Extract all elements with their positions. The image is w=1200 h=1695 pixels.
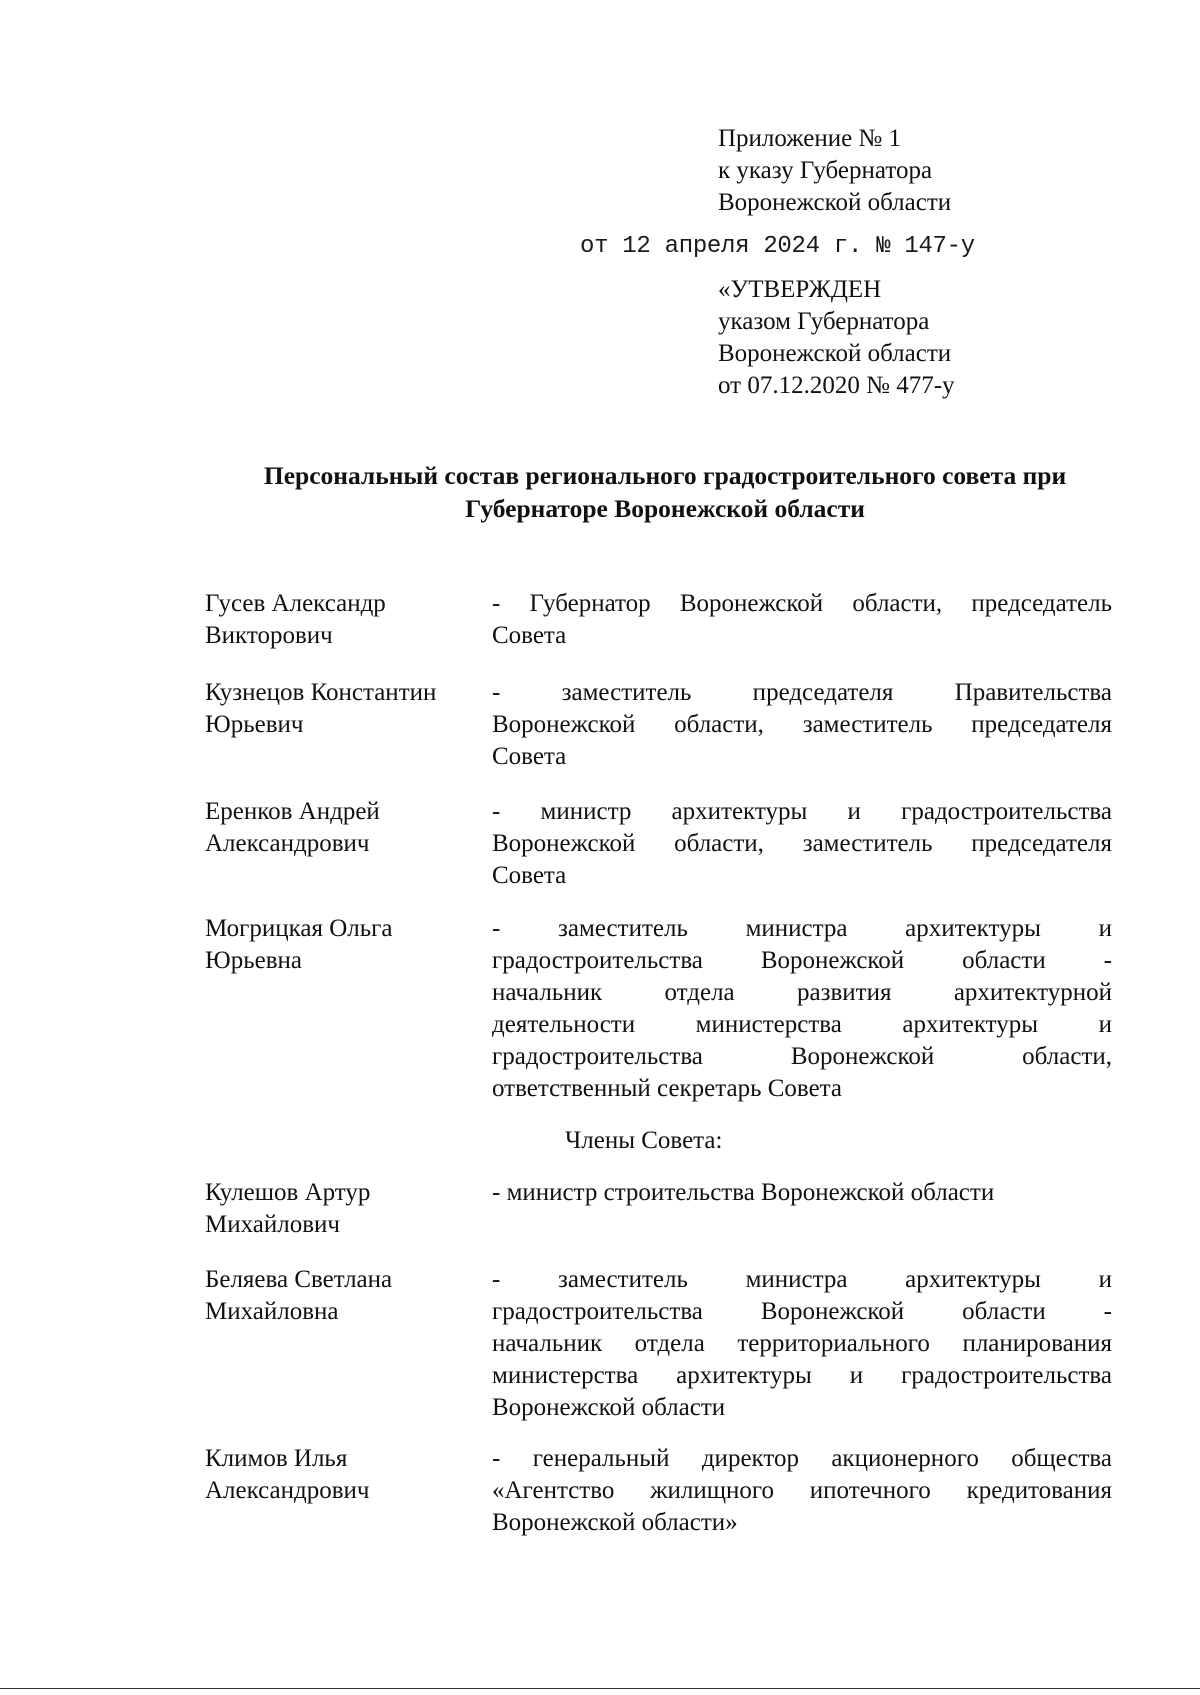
member-name-line: Могрицкая Ольга: [205, 915, 393, 942]
member-name-line: Еренков Андрей: [205, 798, 380, 825]
member-role-line: Воронежской области, заместитель председателя: [492, 711, 1112, 738]
member-name-line: Юрьевич: [205, 711, 304, 738]
member-name: [205, 796, 485, 860]
member-role: [492, 1177, 1112, 1209]
member-role-line: Совета: [492, 743, 567, 770]
member-role: [492, 677, 1112, 773]
appendix-line-2: к указу Губернатора: [718, 157, 933, 184]
registration-stamp: от 12 апреля 2024 г. № 147-у: [580, 233, 975, 260]
appendix-header: [718, 123, 1118, 219]
member-name-line: Александрович: [205, 1477, 370, 1504]
title-line-1: Персональный состав регионального градостроительного совета при: [263, 461, 1067, 490]
member-name-line: Юрьевна: [205, 947, 302, 974]
member-role: [492, 796, 1112, 892]
member-name-line: Михайлович: [205, 1211, 340, 1238]
member-role-line: Совета: [492, 862, 567, 889]
member-name-line: Викторович: [205, 622, 333, 649]
member-name: [205, 913, 485, 977]
title-line-2: Губернаторе Воронежской области: [465, 494, 865, 523]
member-name: [205, 677, 485, 741]
member-role-line: министерства архитектуры и градостроительства: [492, 1362, 1112, 1389]
member-role-line: деятельности министерства архитектуры и: [492, 1011, 1112, 1038]
approval-line-4: от 07.12.2020 № 477-у: [718, 372, 955, 399]
member-role-line: - генеральный директор акционерного общества: [492, 1445, 1112, 1472]
member-name-line: Кулешов Артур: [205, 1179, 371, 1206]
member-role-line: Воронежской области»: [492, 1509, 738, 1536]
member-role-line: Воронежской области: [492, 1394, 726, 1421]
member-role-line: «Агентство жилищного ипотечного кредитования: [492, 1477, 1112, 1504]
member-role: [492, 1264, 1112, 1424]
member-role-line: - министр строительства Воронежской области: [492, 1179, 995, 1206]
member-role-line: - заместитель председателя Правительства: [492, 679, 1112, 706]
page-bottom-divider: [0, 1688, 1200, 1689]
appendix-line-1: Приложение № 1: [718, 125, 902, 152]
approval-line-2: указом Губернатора: [718, 308, 930, 335]
member-name-line: Беляева Светлана: [205, 1266, 393, 1293]
member-role: [492, 913, 1112, 1105]
member-role-line: - заместитель министра архитектуры и: [492, 915, 1112, 942]
member-name: [205, 588, 485, 652]
member-role-line: начальник отдела территориального планирования: [492, 1330, 1112, 1357]
member-name: [205, 1443, 485, 1507]
member-name-line: Кузнецов Константин: [205, 679, 437, 706]
member-role-line: начальник отдела развития архитектурной: [492, 979, 1112, 1006]
member-role-line: Воронежской области, заместитель председателя: [492, 830, 1112, 857]
members-heading: Члены Совета:: [565, 1127, 723, 1154]
approval-line-1: «УТВЕРЖДЕН: [718, 276, 882, 303]
member-role-line: градостроительства Воронежской области -: [492, 1298, 1112, 1325]
member-role: [492, 588, 1112, 652]
member-name: [205, 1177, 485, 1241]
member-role-line: - Губернатор Воронежской области, председатель: [492, 590, 1112, 617]
member-name-line: Александрович: [205, 830, 370, 857]
approval-header: [718, 274, 1118, 402]
member-name: [205, 1264, 485, 1328]
member-role-line: градостроительства Воронежской области -: [492, 947, 1112, 974]
member-role-line: градостроительства Воронежской области,: [492, 1043, 1112, 1070]
member-role-line: - заместитель министра архитектуры и: [492, 1266, 1112, 1293]
document-title: [190, 459, 1140, 525]
member-role-line: - министр архитектуры и градостроительства: [492, 798, 1112, 825]
appendix-line-3: Воронежской области: [718, 189, 952, 216]
member-name-line: Михайловна: [205, 1298, 339, 1325]
approval-line-3: Воронежской области: [718, 340, 952, 367]
member-role-line: ответственный секретарь Совета: [492, 1075, 843, 1102]
member-name-line: Гусев Александр: [205, 590, 386, 617]
member-name-line: Климов Илья: [205, 1445, 348, 1472]
member-role: [492, 1443, 1112, 1539]
member-role-line: Совета: [492, 622, 567, 649]
